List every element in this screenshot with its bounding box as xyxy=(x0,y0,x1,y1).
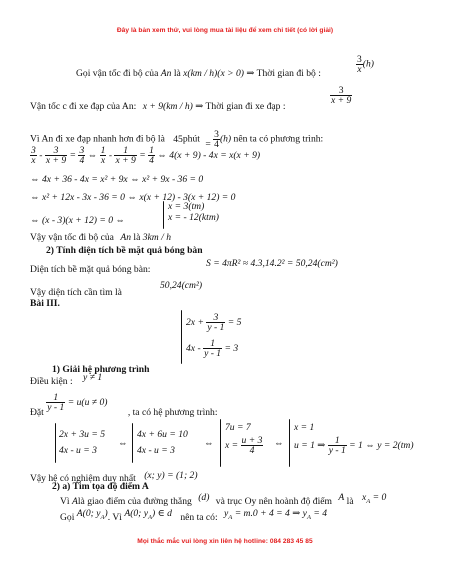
equation-line-1: $\frac{3}{x}$ - $\frac{3}{x + 9}$ = $\frac{3}{4}$ ⇔ $\frac{1}{x}$ - $\frac{1}{x + 9}$ = $\frac{1}{4}$ ⇔ 4(x + 9) - 4x = x(x + 9) xyxy=(31,145,261,167)
equivalence-symbol: ⇔ xyxy=(118,438,128,449)
intersection-line: Vì Alà giao điểm của đường thẳng (d) và trục Oy nên hoành độ điểm A là $x_A = 0$ xyxy=(60,492,387,507)
task-heading-1: 1) Giải hệ phương trình xyxy=(52,364,150,375)
equation-line-2: ⇔ 4x + 36 - 4x = x² + 9x ⇔ x² + 9x - 36 = 0 xyxy=(30,174,204,185)
text: An xyxy=(160,68,172,79)
text: Gọi vận tốc đi bộ của xyxy=(76,68,159,79)
text: là xyxy=(173,68,181,79)
brace xyxy=(220,419,221,467)
section-heading-2: 2) Tính diện tích bề mặt quả bóng bàn xyxy=(46,245,203,256)
system-step-3: 7u = 7 x = $\frac{u + 3}{4}$ xyxy=(225,422,263,457)
condition-line: Điều kiện : y ≠ 1 xyxy=(30,372,103,387)
walking-time-fraction: $\frac{3}{x}$ (h) xyxy=(357,54,374,75)
text: nên ta có phương trình: xyxy=(233,133,324,145)
text: phút xyxy=(182,133,200,145)
area-conclusion: Vậy diện tích cần tìm là xyxy=(30,287,122,298)
speed-conclusion: Vậy vận tốc đi bộ của An là 3km / h xyxy=(30,232,171,243)
brace xyxy=(132,423,133,463)
substitution-line: Đặt $\frac{1}{y - 1}$ = u(u ≠ 0) , ta có hệ phương trình: xyxy=(30,392,218,418)
surface-area-formula: S = 4πR² ≈ 4.3,14.2² = 50,24(cm²) xyxy=(206,258,338,269)
y-coordinate-line: Gọi A(0; $y_A$). Vì A(0; $y_A$) ∈ d nên ta có: $y_A = m.0 + 4 = 4$ ⇒ $y_A = 4$ xyxy=(60,508,327,523)
system-step-1: 2x + 3u = 5 4x - u = 3 xyxy=(59,429,105,456)
math-expression: x(km / h)(x > 0) ⇒ xyxy=(183,68,255,79)
value: 45 xyxy=(173,133,183,145)
unique-solution-line: Vậy hệ có nghiệm duy nhất (x; y) = (1; 2) xyxy=(30,470,198,484)
exercise-heading: Bài III. xyxy=(30,298,60,309)
solution-system: x = 3(tm) x = - 12(ktm) xyxy=(168,201,219,223)
equivalence-symbol: ⇔ xyxy=(204,438,214,449)
area-value: 50,24(cm²) xyxy=(160,280,203,291)
text: Vận tốc c đi xe đạp của An: xyxy=(30,101,137,112)
time-difference-line: Vì An đi xe đạp nhanh hơn đi bộ là 45phút = $\frac{3}{4}$ (h) nên ta có phương trình: xyxy=(30,129,324,150)
equivalence-symbol: ⇔ xyxy=(274,438,284,449)
bike-time-fraction: $\frac{3}{x + 9}$ xyxy=(331,85,352,106)
brace xyxy=(181,310,182,364)
brace xyxy=(163,201,164,229)
surface-area-line: Diện tích bề mặt quả bóng bàn: xyxy=(30,264,151,275)
equation-line-4: ⇔ (x - 3)(x + 12) = 0 ⇔ xyxy=(30,215,126,226)
given-system: 2x + $\frac{3}{y - 1}$ = 5 4x - $\frac{1}{y - 1}$ = 3 xyxy=(186,312,242,360)
system-step-2: 4x + 6u = 10 4x - u = 3 xyxy=(137,429,188,456)
task-heading-2a: 2) a) Tìm tọa độ điểm A xyxy=(52,481,149,492)
math-expression: x + 9(km / h) ⇒ xyxy=(142,101,204,112)
preview-banner: Đây là bản xem thử, vui lòng mua tài liệu để xem chi tiết (có lời giải) xyxy=(116,27,334,34)
brace xyxy=(289,419,290,467)
hotline-banner: Mọi thắc mắc vui lòng xin liên hệ hotline: 084 283 45 85 xyxy=(137,538,313,545)
equation-line-3: ⇔ x² + 12x - 3x - 36 = 0 ⇔ x(x + 12) - 3(x + 12) = 0 xyxy=(30,192,236,203)
bike-speed-line xyxy=(30,101,286,112)
system-step-4: x = 1 u = 1 ⇒ $\frac{1}{y - 1}$ = 1 ⇔ y = 2(tm) xyxy=(294,422,414,457)
text: Thời gian đi xe đạp : xyxy=(205,101,286,112)
text: Thời gian đi bộ : xyxy=(256,68,321,79)
text: Vì An đi xe đạp nhanh hơn đi bộ là xyxy=(30,133,165,145)
walking-speed-line xyxy=(76,68,321,79)
brace xyxy=(55,423,56,463)
